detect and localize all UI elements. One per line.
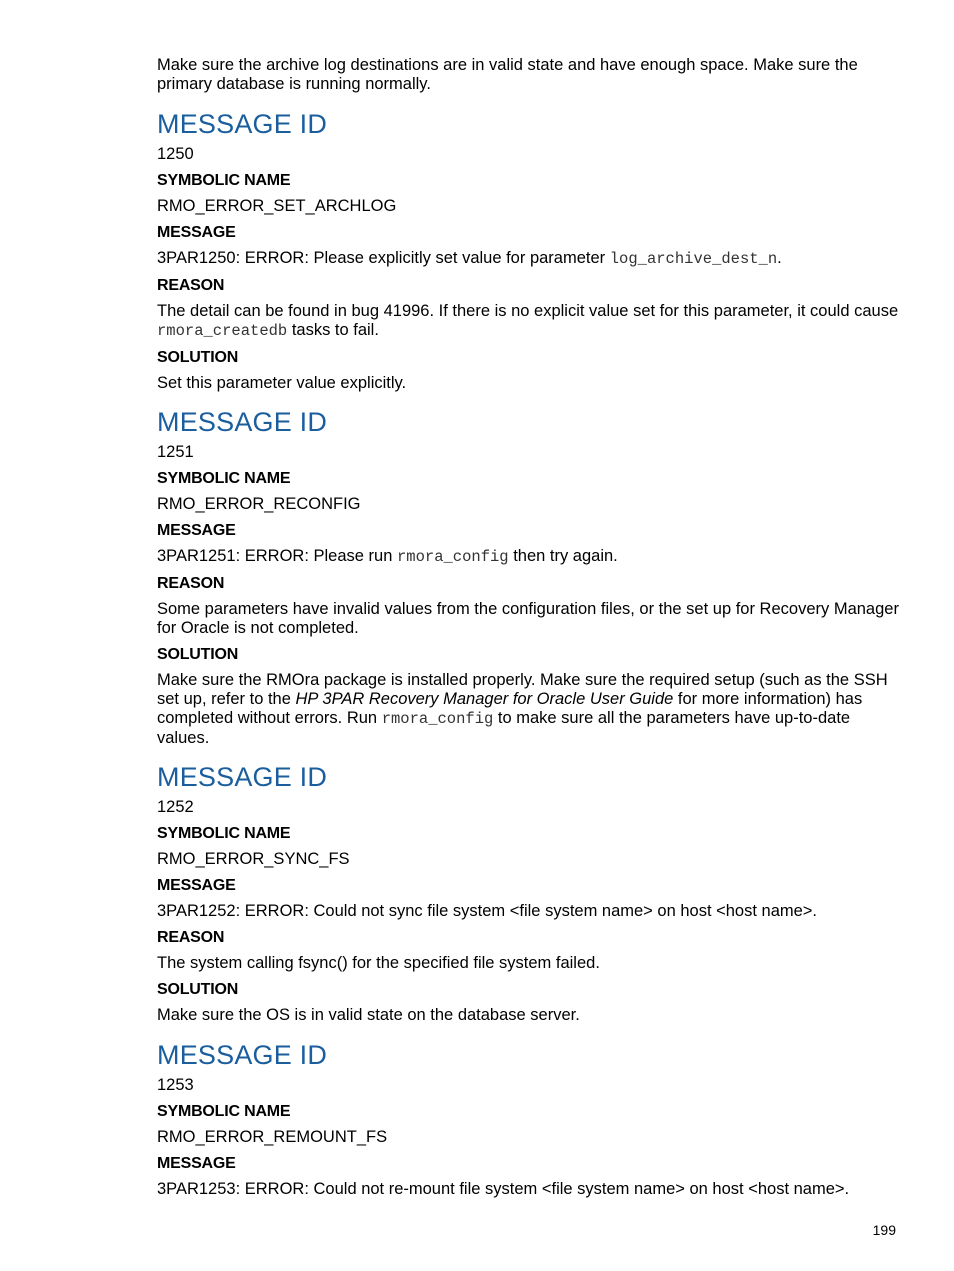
message-text (157, 249, 902, 269)
page-number: 199 (872, 1222, 896, 1238)
symbolic-name-label: SYMBOLIC NAME (157, 172, 291, 189)
message-text (157, 547, 902, 567)
message-entry-1251 (157, 407, 902, 748)
reason-text-part: The detail can be found in bug 41996. If there is no explicit value set for this parameter, it could cause (157, 302, 899, 320)
solution-code: rmora_config (381, 710, 494, 728)
message-label: MESSAGE (157, 224, 236, 241)
message-entry-1252 (157, 762, 902, 1025)
symbolic-name-value: RMO_ERROR_SET_ARCHLOG (157, 197, 397, 215)
symbolic-name-label: SYMBOLIC NAME (157, 470, 291, 487)
message-id-value: 1252 (157, 798, 194, 816)
symbolic-name-label: SYMBOLIC NAME (157, 825, 291, 842)
solution-label: SOLUTION (157, 349, 239, 366)
solution-text: Set this parameter value explicitly. (157, 374, 407, 392)
message-text-part: . (777, 249, 782, 267)
solution-text-part: Make sure the RMOra package is installed properly. Make sure the required setup (such as the SSH set up, refer to the (157, 671, 888, 708)
message-text-part: then try again. (508, 547, 618, 565)
message-text-part: 3PAR1250: ERROR: Please explicitly set value for parameter (157, 249, 610, 267)
symbolic-name-value: RMO_ERROR_RECONFIG (157, 495, 361, 513)
message-id-value: 1253 (157, 1076, 194, 1094)
message-text: 3PAR1252: ERROR: Could not sync file system <file system name> on host <host name>. (157, 902, 818, 920)
message-code: log_archive_dest_n (609, 250, 778, 268)
message-id-heading: MESSAGE ID (157, 407, 328, 437)
reason-label: REASON (157, 929, 225, 946)
reason-text: Some parameters have invalid values from the configuration files, or the set up for Recovery Manager for Oracle is not completed. (157, 600, 899, 637)
message-id-heading: MESSAGE ID (157, 1040, 328, 1070)
solution-label: SOLUTION (157, 646, 239, 663)
solution-text (157, 671, 902, 748)
reason-text (157, 302, 902, 341)
symbolic-name-value: RMO_ERROR_SYNC_FS (157, 850, 350, 868)
message-code: rmora_config (396, 548, 509, 566)
reason-text: The system calling fsync() for the specified file system failed. (157, 954, 600, 972)
reason-text-part: tasks to fail. (287, 321, 379, 339)
message-label: MESSAGE (157, 522, 236, 539)
solution-text: Make sure the OS is in valid state on the database server. (157, 1006, 580, 1024)
message-id-heading: MESSAGE ID (157, 762, 328, 792)
solution-label: SOLUTION (157, 981, 239, 998)
message-id-heading: MESSAGE ID (157, 109, 328, 139)
reason-label: REASON (157, 575, 225, 592)
solution-text-part: for more information) has completed without errors. Run (157, 690, 863, 727)
message-label: MESSAGE (157, 1155, 236, 1172)
message-entry-1253 (157, 1040, 902, 1199)
message-text: 3PAR1253: ERROR: Could not re-mount file system <file system name> on host <host name>. (157, 1180, 850, 1198)
message-label: MESSAGE (157, 877, 236, 894)
reason-label: REASON (157, 277, 225, 294)
reason-code: rmora_createdb (157, 322, 288, 340)
message-id-value: 1250 (157, 145, 194, 163)
intro-paragraph: Make sure the archive log destinations are in valid state and have enough space. Make sure the primary database is running normally. (157, 56, 858, 93)
symbolic-name-label: SYMBOLIC NAME (157, 1103, 291, 1120)
message-text-part: 3PAR1251: ERROR: Please run (157, 547, 397, 565)
message-entry-1250 (157, 109, 902, 393)
guide-title: HP 3PAR Recovery Manager for Oracle User Guide (295, 690, 674, 708)
message-id-value: 1251 (157, 443, 194, 461)
solution-text-part: to make sure all the parameters have up-to-date values. (157, 709, 851, 747)
symbolic-name-value: RMO_ERROR_REMOUNT_FS (157, 1128, 388, 1146)
